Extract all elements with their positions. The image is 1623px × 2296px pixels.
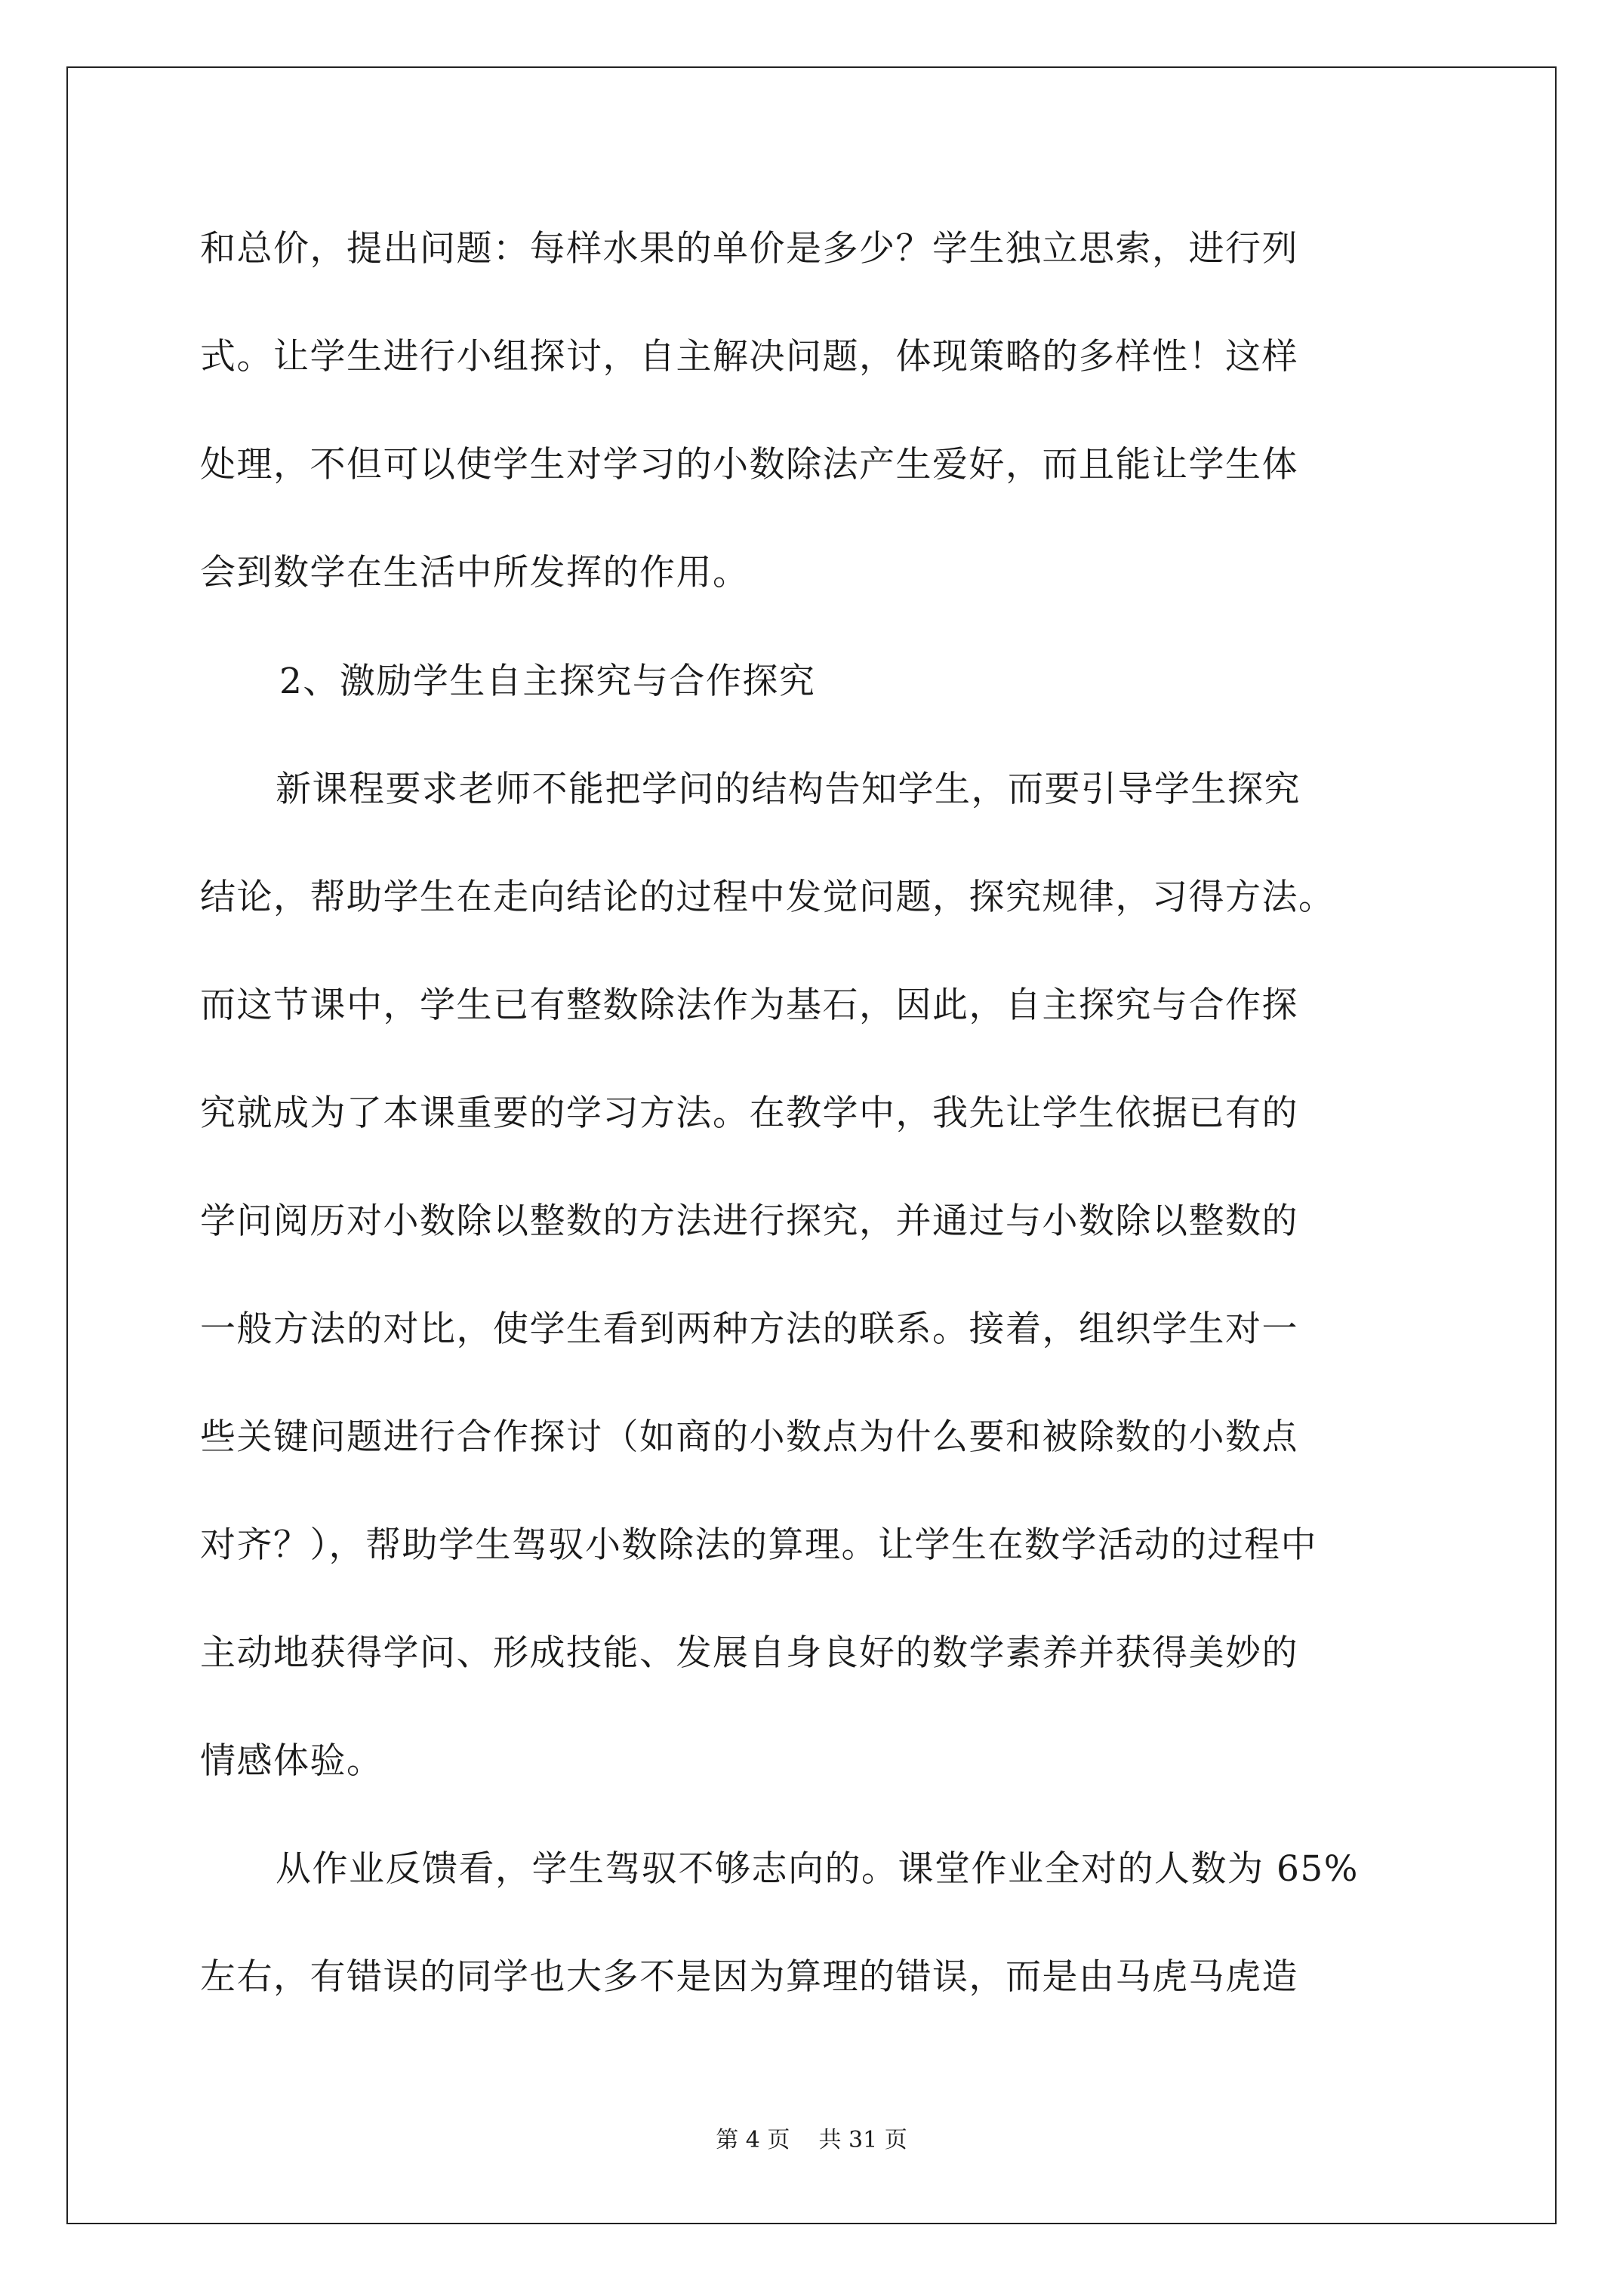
body-text-line: 左右，有错误的同学也大多不是因为算理的错误，而是由马虎马虎造 (200, 1956, 1298, 1998)
body-text-line: 处理，不但可以使学生对学习的小数除法产生爱好，而且能让学生体 (200, 444, 1298, 485)
body-text-line: 情感体验。 (200, 1740, 383, 1782)
body-text-line: 一般方法的对比，使学生看到两种方法的联系。接着，组织学生对一 (200, 1308, 1298, 1350)
page-border (66, 66, 1557, 2224)
body-text-line: 究就成为了本课重要的学习方法。在教学中，我先让学生依据已有的 (200, 1093, 1298, 1134)
section-heading: 2、激励学生自主探究与合作探究 (279, 661, 816, 702)
page-footer: 第 4 页 共 31 页 (716, 2127, 907, 2153)
body-text-line: 式。让学生进行小组探讨，自主解决问题，体现策略的多样性！这样 (200, 336, 1298, 378)
body-text-line: 对齐？），帮助学生驾驭小数除法的算理。让学生在数学活动的过程中 (200, 1524, 1317, 1566)
body-text-line: 会到数学在生活中所发挥的作用。 (200, 552, 750, 593)
body-text-line: 些关键问题进行合作探讨（如商的小数点为什么要和被除数的小数点 (200, 1416, 1298, 1458)
paragraph-start-line: 新课程要求老师不能把学问的结构告知学生，而要引导学生探究 (276, 769, 1301, 810)
body-text-line: 主动地获得学问、形成技能、发展自身良好的数学素养并获得美妙的 (200, 1632, 1298, 1674)
body-text-line: 而这节课中，学生已有整数除法作为基石，因此，自主探究与合作探 (200, 985, 1298, 1026)
body-text-line: 和总价，提出问题：每样水果的单价是多少？学生独立思索，进行列 (200, 228, 1298, 270)
body-text-line: 结论，帮助学生在走向结论的过程中发觉问题，探究规律，习得方法。 (200, 877, 1335, 918)
paragraph-start-line: 从作业反馈看，学生驾驭不够志向的。课堂作业全对的人数为 65% (276, 1848, 1359, 1890)
body-text-line: 学问阅历对小数除以整数的方法进行探究，并通过与小数除以整数的 (200, 1200, 1298, 1242)
